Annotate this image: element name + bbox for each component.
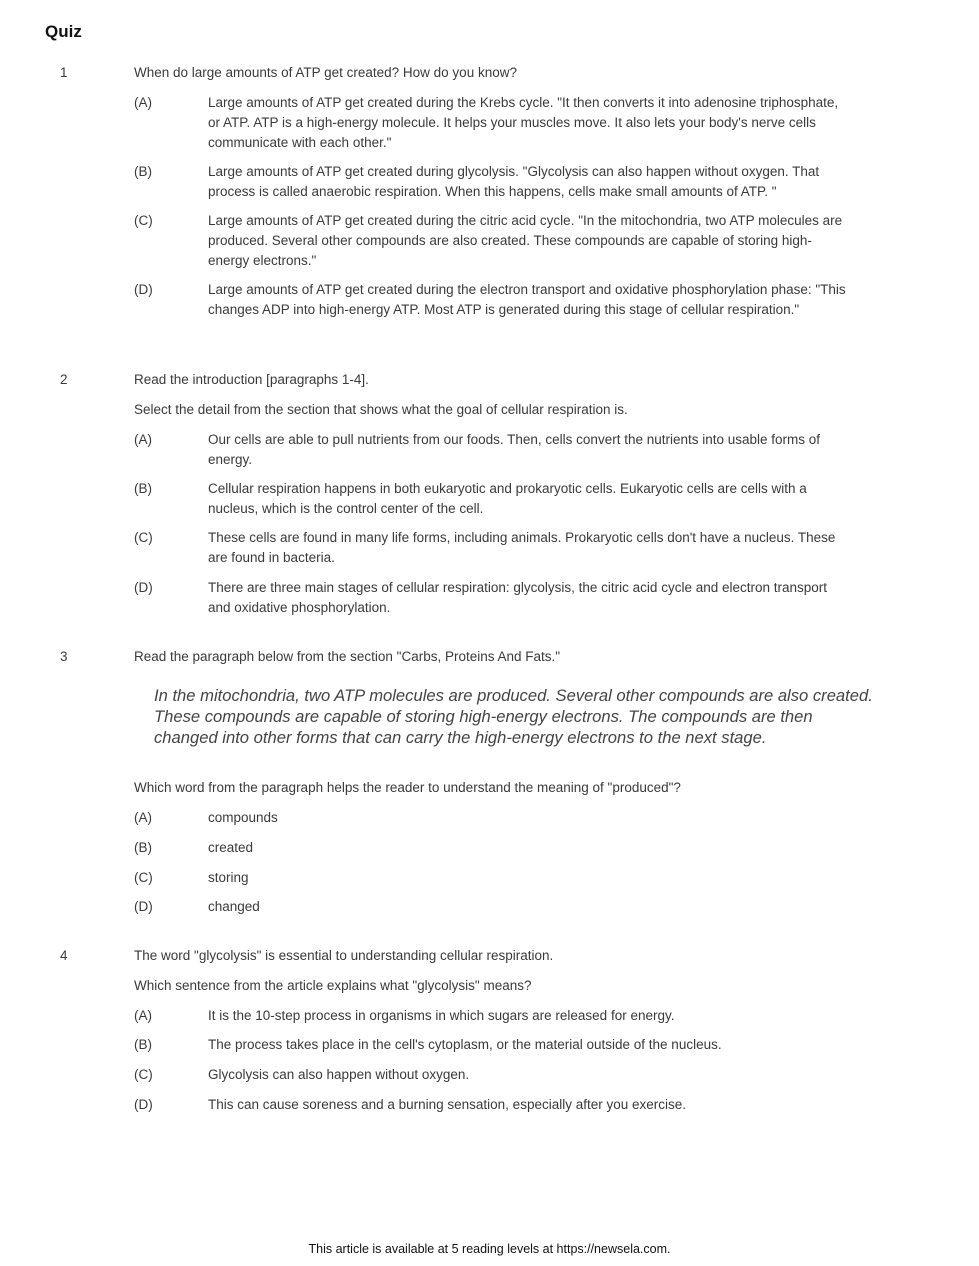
choice-letter: (C) (134, 213, 153, 228)
choice-letter: (B) (134, 1037, 152, 1052)
choice-text: Large amounts of ATP get created during the electron transport and oxidative phosphorylation phase: "This changes ADP into high-energy ATP. Most ATP is generated during this stage of cellular respiration." (208, 282, 846, 317)
question-prompt: The word "glycolysis" is essential to understanding cellular respiration. (134, 948, 554, 963)
question-prompt: Read the paragraph below from the section "Carbs, Proteins And Fats." (134, 649, 561, 664)
question-number: 1 (60, 65, 68, 80)
choice-text: Large amounts of ATP get created during the citric acid cycle. "In the mitochondria, two ATP molecules are produced. Several other compounds are also created. These compounds are capable of storing high-energy electrons." (208, 213, 843, 268)
choice-letter: (B) (134, 840, 152, 855)
choice-text: compounds (208, 810, 278, 825)
quoted-paragraph: In the mitochondria, two ATP molecules are produced. Several other compounds are also created. These compounds are capable of storing high-energy electrons. The compounds are then changed into other forms that can carry the high-energy electrons to the next stage. (154, 686, 873, 747)
choice-letter: (D) (134, 1097, 153, 1112)
question-number: 2 (60, 372, 68, 387)
choice-text: There are three main stages of cellular respiration: glycolysis, the citric acid cycle and electron transport and oxidative phosphorylation. (208, 580, 828, 615)
choice-text: This can cause soreness and a burning sensation, especially after you exercise. (208, 1097, 687, 1112)
choice-letter: (A) (134, 95, 152, 110)
choice-text: Cellular respiration happens in both eukaryotic and prokaryotic cells. Eukaryotic cells are cells with a nucleus, which is the control center of the cell. (208, 481, 807, 516)
question-prompt: When do large amounts of ATP get created? How do you know? (134, 65, 517, 80)
question-instruction: Which sentence from the article explains what "glycolysis" means? (134, 978, 532, 993)
page-title: Quiz (45, 22, 82, 41)
choice-text: It is the 10-step process in organisms in which sugars are released for energy. (208, 1008, 675, 1023)
choice-text: Large amounts of ATP get created during glycolysis. "Glycolysis can also happen without oxygen. That process is called anaerobic respiration. When this happens, cells make small amounts of ATP. " (208, 164, 820, 199)
choice-text: Our cells are able to pull nutrients from our foods. Then, cells convert the nutrients into usable forms of energy. (208, 432, 821, 467)
choice-letter: (B) (134, 164, 152, 179)
choice-letter: (C) (134, 1067, 153, 1082)
choice-letter: (C) (134, 530, 153, 545)
choice-letter: (A) (134, 432, 152, 447)
question-number: 3 (60, 649, 68, 664)
choice-text: changed (208, 899, 260, 914)
choice-text: Large amounts of ATP get created during the Krebs cycle. "It then converts it into adenosine triphosphate, or ATP. ATP is a high-energy molecule. It helps your muscles move. It also lets your body's nerve cells communicate with each other." (208, 95, 839, 150)
choice-letter: (A) (134, 810, 152, 825)
choice-letter: (A) (134, 1008, 152, 1023)
choice-letter: (C) (134, 870, 153, 885)
choice-text: Glycolysis can also happen without oxygen. (208, 1067, 470, 1082)
choice-letter: (D) (134, 282, 153, 297)
choice-text: The process takes place in the cell's cytoplasm, or the material outside of the nucleus. (208, 1037, 722, 1052)
choice-letter: (D) (134, 580, 153, 595)
choice-letter: (B) (134, 481, 152, 496)
choice-text: storing (208, 870, 249, 885)
choice-text: These cells are found in many life forms, including animals. Prokaryotic cells don't have a nucleus. These are found in bacteria. (208, 530, 836, 565)
choice-text: created (208, 840, 254, 855)
page-footer: This article is available at 5 reading levels at https://newsela.com. (308, 1242, 671, 1256)
question-number: 4 (60, 948, 68, 963)
question-instruction: Which word from the paragraph helps the reader to understand the meaning of "produced"? (134, 780, 681, 795)
choice-letter: (D) (134, 899, 153, 914)
question-prompt: Read the introduction [paragraphs 1-4]. (134, 372, 369, 387)
question-instruction: Select the detail from the section that shows what the goal of cellular respiration is. (134, 402, 628, 417)
